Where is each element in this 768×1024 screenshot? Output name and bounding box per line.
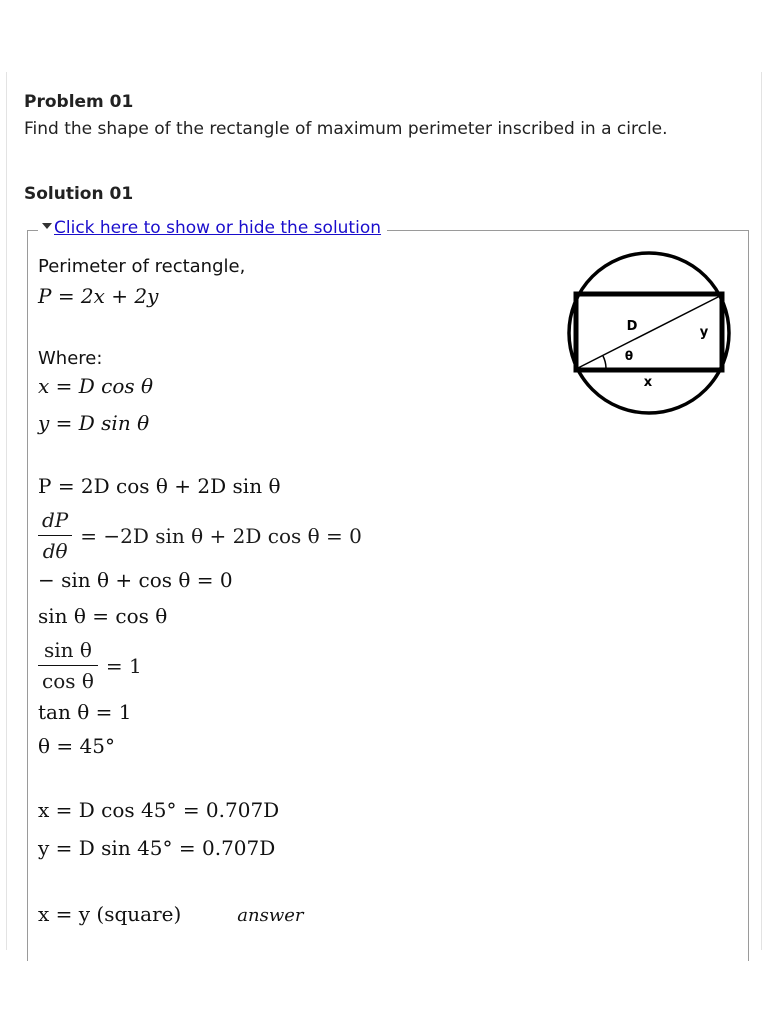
derivative-denominator: dθ [42,539,68,563]
label-theta: θ [624,349,634,363]
solution-heading: Solution 01 [24,184,134,204]
equation-theta: θ = 45° [38,734,115,758]
equation-y: y = D sin θ [38,411,150,435]
equation-perimeter-substituted: P = 2D cos θ + 2D sin θ [38,474,281,498]
where-label: Where: [38,348,103,369]
square-result: x = y (square) [38,902,182,926]
equation-x-value: x = D cos 45° = 0.707D [38,798,280,822]
solution-toggle[interactable] [38,218,387,238]
diagonal-line [578,296,720,368]
equation-perimeter: P = 2x + 2y [38,284,159,308]
equation-negative-sin: − sin θ + cos θ = 0 [38,568,233,592]
label-y: y [699,325,709,340]
derivative-numerator: dP [42,508,69,532]
caret-down-icon [42,223,52,229]
derivative-fraction [38,508,72,563]
equation-square [38,902,304,926]
ratio-rhs: = 1 [105,653,142,678]
toggle-solution-link[interactable]: Click here to show or hide the solution [54,218,382,238]
ratio-numerator: sin θ [43,638,92,662]
problem-heading: Problem 01 [24,92,134,112]
equation-x: x = D cos θ [38,374,154,398]
problem-statement: Find the shape of the rectangle of maximum perimeter inscribed in a circle. [24,119,668,139]
equation-ratio [38,638,142,693]
ratio-fraction [38,638,98,693]
ratio-denominator: cos θ [42,669,94,693]
angle-arc [603,356,606,368]
label-x: x [643,375,653,390]
perimeter-label: Perimeter of rectangle, [38,256,246,277]
derivative-rhs: = −2D sin θ + 2D cos θ = 0 [80,523,362,548]
label-d: D [626,319,638,334]
equation-derivative [38,508,362,563]
inscribed-rectangle-diagram [562,250,738,416]
equation-tan: tan θ = 1 [38,700,132,724]
equation-sin-equals-cos: sin θ = cos θ [38,604,168,628]
answer-label: answer [237,905,304,926]
equation-y-value: y = D sin 45° = 0.707D [38,836,276,860]
